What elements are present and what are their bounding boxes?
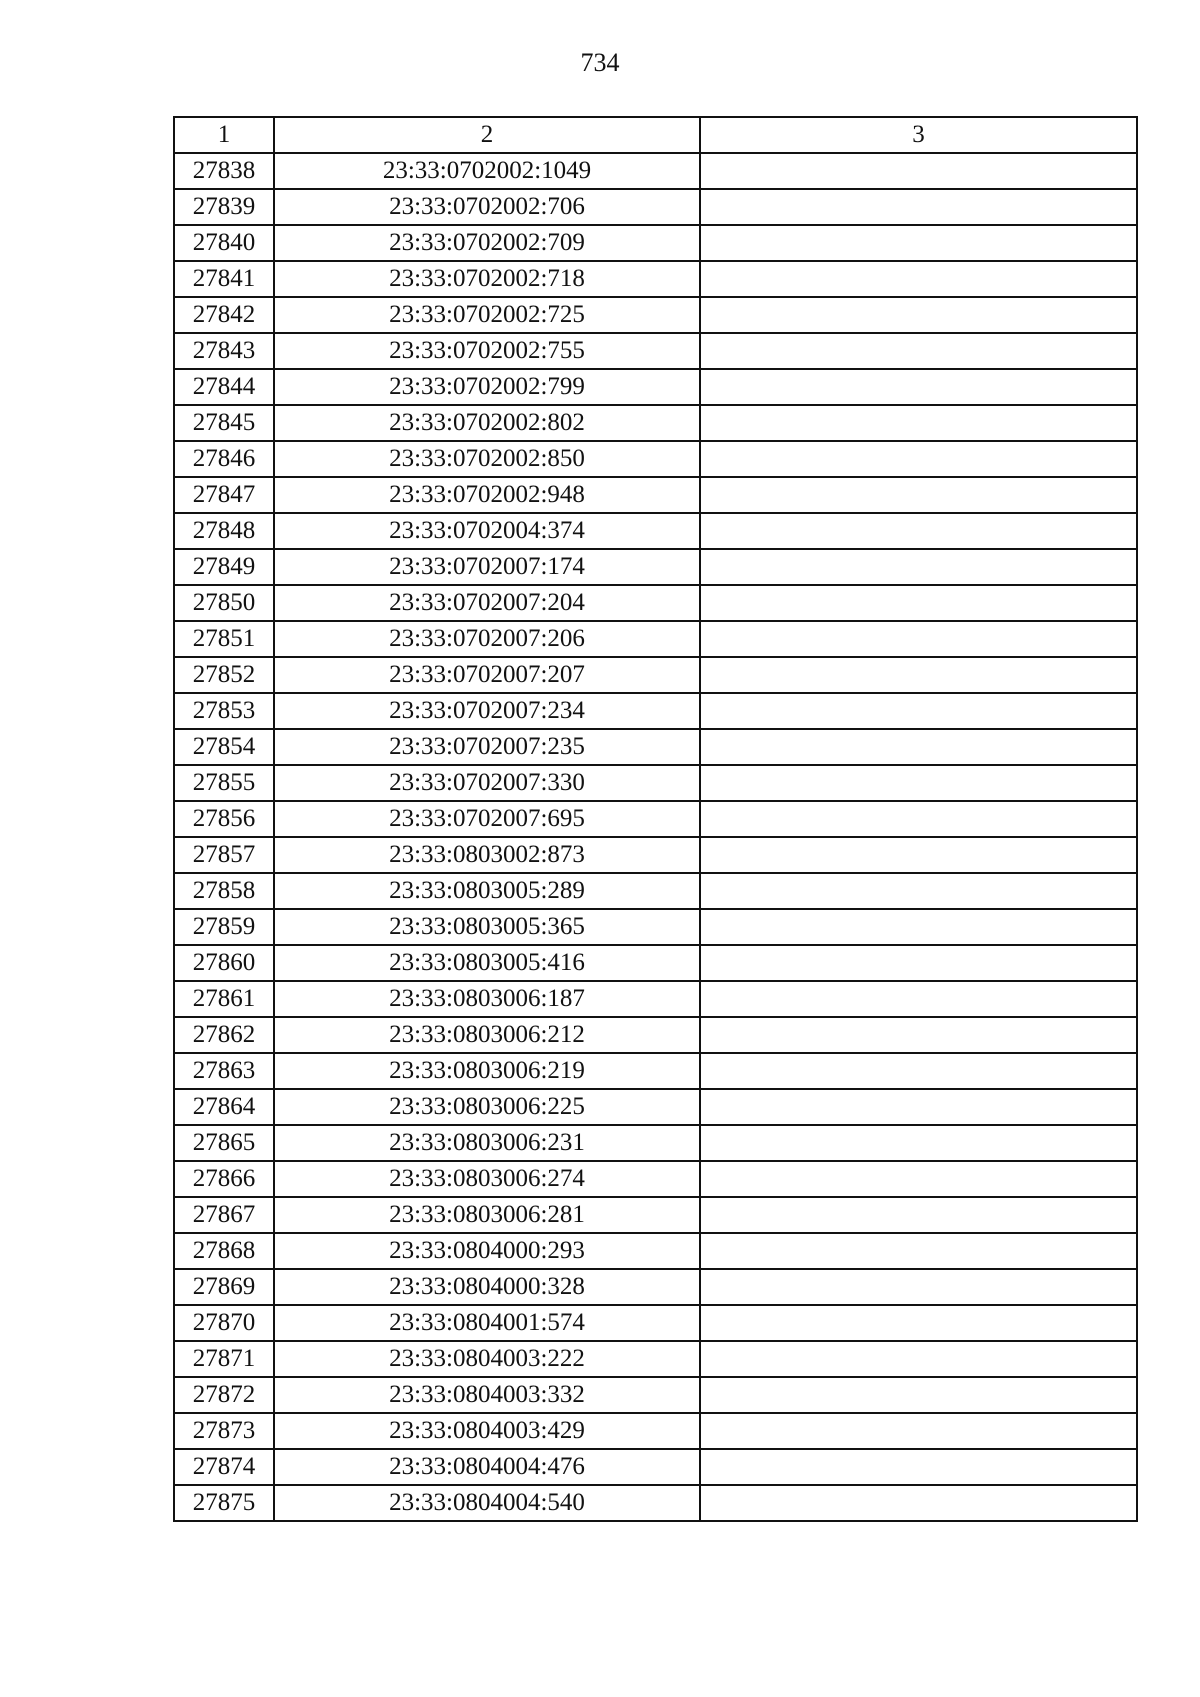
row-number-cell: 27873 — [174, 1413, 274, 1449]
column-header: 1 — [174, 117, 274, 153]
table-row — [174, 765, 1137, 801]
table-row — [174, 1233, 1137, 1269]
table-row — [174, 621, 1137, 657]
cadastral-number-cell: 23:33:0702002:1049 — [274, 153, 700, 189]
row-number-cell: 27855 — [174, 765, 274, 801]
row-number-cell: 27848 — [174, 513, 274, 549]
row-number-cell: 27838 — [174, 153, 274, 189]
table-row — [174, 153, 1137, 189]
table-row — [174, 513, 1137, 549]
cadastral-number-cell: 23:33:0702004:374 — [274, 513, 700, 549]
table-row — [174, 1197, 1137, 1233]
note-cell — [700, 441, 1137, 477]
row-number-cell: 27856 — [174, 801, 274, 837]
note-cell — [700, 549, 1137, 585]
row-number-cell: 27857 — [174, 837, 274, 873]
note-cell — [700, 513, 1137, 549]
cadastral-number-cell: 23:33:0803006:274 — [274, 1161, 700, 1197]
cadastral-number-cell: 23:33:0702002:706 — [274, 189, 700, 225]
table-row — [174, 1017, 1137, 1053]
row-number-cell: 27842 — [174, 297, 274, 333]
row-number-cell: 27863 — [174, 1053, 274, 1089]
cadastral-number-cell: 23:33:0702007:204 — [274, 585, 700, 621]
row-number-cell: 27860 — [174, 945, 274, 981]
row-number-cell: 27866 — [174, 1161, 274, 1197]
row-number-cell: 27867 — [174, 1197, 274, 1233]
cadastral-number-cell: 23:33:0702002:718 — [274, 261, 700, 297]
table-row — [174, 1089, 1137, 1125]
header-row — [174, 117, 1137, 153]
note-cell — [700, 153, 1137, 189]
note-cell — [700, 801, 1137, 837]
table-row — [174, 477, 1137, 513]
note-cell — [700, 585, 1137, 621]
note-cell — [700, 297, 1137, 333]
note-cell — [700, 1413, 1137, 1449]
note-cell — [700, 1377, 1137, 1413]
row-number-cell: 27849 — [174, 549, 274, 585]
row-number-cell: 27850 — [174, 585, 274, 621]
row-number-cell: 27843 — [174, 333, 274, 369]
table-row — [174, 1125, 1137, 1161]
cadastral-number-cell: 23:33:0702002:755 — [274, 333, 700, 369]
table-body — [174, 153, 1137, 1521]
cadastral-number-cell: 23:33:0702007:695 — [274, 801, 700, 837]
row-number-cell: 27872 — [174, 1377, 274, 1413]
note-cell — [700, 621, 1137, 657]
note-cell — [700, 261, 1137, 297]
cadastral-number-cell: 23:33:0803006:225 — [274, 1089, 700, 1125]
row-number-cell: 27864 — [174, 1089, 274, 1125]
cadastral-number-cell: 23:33:0702007:174 — [274, 549, 700, 585]
cadastral-number-cell: 23:33:0803006:281 — [274, 1197, 700, 1233]
cadastral-number-cell: 23:33:0702002:799 — [274, 369, 700, 405]
table-row — [174, 261, 1137, 297]
table-row — [174, 441, 1137, 477]
row-number-cell: 27847 — [174, 477, 274, 513]
cadastral-number-cell: 23:33:0702002:725 — [274, 297, 700, 333]
page-number: 734 — [580, 48, 620, 77]
note-cell — [700, 765, 1137, 801]
cadastral-number-cell: 23:33:0804001:574 — [274, 1305, 700, 1341]
note-cell — [700, 1197, 1137, 1233]
table-row — [174, 369, 1137, 405]
row-number-cell: 27862 — [174, 1017, 274, 1053]
table-row — [174, 693, 1137, 729]
note-cell — [700, 1341, 1137, 1377]
table-row — [174, 1161, 1137, 1197]
table-row — [174, 1485, 1137, 1521]
table-row — [174, 1269, 1137, 1305]
row-number-cell: 27865 — [174, 1125, 274, 1161]
row-number-cell: 27874 — [174, 1449, 274, 1485]
note-cell — [700, 1053, 1137, 1089]
cadastral-number-cell: 23:33:0804004:476 — [274, 1449, 700, 1485]
row-number-cell: 27845 — [174, 405, 274, 441]
row-number-cell: 27868 — [174, 1233, 274, 1269]
row-number-cell: 27871 — [174, 1341, 274, 1377]
note-cell — [700, 405, 1137, 441]
row-number-cell: 27840 — [174, 225, 274, 261]
cadastral-number-cell: 23:33:0803006:231 — [274, 1125, 700, 1161]
cadastral-number-cell: 23:33:0803006:219 — [274, 1053, 700, 1089]
cadastral-number-cell: 23:33:0702007:235 — [274, 729, 700, 765]
note-cell — [700, 1125, 1137, 1161]
table-row — [174, 729, 1137, 765]
table-row — [174, 1305, 1137, 1341]
row-number-cell: 27854 — [174, 729, 274, 765]
note-cell — [700, 909, 1137, 945]
table-row — [174, 1449, 1137, 1485]
cadastral-number-cell: 23:33:0804004:540 — [274, 1485, 700, 1521]
note-cell — [700, 1017, 1137, 1053]
table-row — [174, 405, 1137, 441]
row-number-cell: 27839 — [174, 189, 274, 225]
table-row — [174, 945, 1137, 981]
table-row — [174, 657, 1137, 693]
cadastral-number-cell: 23:33:0804003:429 — [274, 1413, 700, 1449]
cadastral-number-cell: 23:33:0804003:222 — [274, 1341, 700, 1377]
note-cell — [700, 225, 1137, 261]
note-cell — [700, 189, 1137, 225]
table-row — [174, 1341, 1137, 1377]
cadastral-number-cell: 23:33:0702007:206 — [274, 621, 700, 657]
note-cell — [700, 873, 1137, 909]
cadastral-number-cell: 23:33:0702002:850 — [274, 441, 700, 477]
row-number-cell: 27875 — [174, 1485, 274, 1521]
cadastral-number-cell: 23:33:0803002:873 — [274, 837, 700, 873]
note-cell — [700, 1449, 1137, 1485]
row-number-cell: 27853 — [174, 693, 274, 729]
table-row — [174, 225, 1137, 261]
table-row — [174, 333, 1137, 369]
note-cell — [700, 693, 1137, 729]
cadastral-number-cell: 23:33:0702007:234 — [274, 693, 700, 729]
row-number-cell: 27852 — [174, 657, 274, 693]
note-cell — [700, 477, 1137, 513]
row-number-cell: 27858 — [174, 873, 274, 909]
table-row — [174, 1377, 1137, 1413]
note-cell — [700, 837, 1137, 873]
column-header: 3 — [700, 117, 1137, 153]
cadastral-number-cell: 23:33:0702002:948 — [274, 477, 700, 513]
column-header: 2 — [274, 117, 700, 153]
cadastral-number-cell: 23:33:0702002:709 — [274, 225, 700, 261]
note-cell — [700, 333, 1137, 369]
table-row — [174, 1053, 1137, 1089]
table-row — [174, 837, 1137, 873]
table-row — [174, 189, 1137, 225]
note-cell — [700, 729, 1137, 765]
cadastral-number-cell: 23:33:0803005:289 — [274, 873, 700, 909]
cadastral-number-cell: 23:33:0804000:293 — [274, 1233, 700, 1269]
row-number-cell: 27841 — [174, 261, 274, 297]
table-row — [174, 549, 1137, 585]
cadastral-number-cell: 23:33:0803005:365 — [274, 909, 700, 945]
row-number-cell: 27851 — [174, 621, 274, 657]
table-row — [174, 981, 1137, 1017]
cadastral-number-cell: 23:33:0803005:416 — [274, 945, 700, 981]
row-number-cell: 27846 — [174, 441, 274, 477]
row-number-cell: 27870 — [174, 1305, 274, 1341]
note-cell — [700, 1161, 1137, 1197]
row-number-cell: 27844 — [174, 369, 274, 405]
table-row — [174, 585, 1137, 621]
row-number-cell: 27869 — [174, 1269, 274, 1305]
note-cell — [700, 1233, 1137, 1269]
registry-table — [173, 116, 1138, 1522]
table-row — [174, 801, 1137, 837]
row-number-cell: 27859 — [174, 909, 274, 945]
note-cell — [700, 1305, 1137, 1341]
note-cell — [700, 369, 1137, 405]
note-cell — [700, 1269, 1137, 1305]
note-cell — [700, 945, 1137, 981]
row-number-cell: 27861 — [174, 981, 274, 1017]
cadastral-number-cell: 23:33:0702007:207 — [274, 657, 700, 693]
note-cell — [700, 1485, 1137, 1521]
cadastral-number-cell: 23:33:0803006:212 — [274, 1017, 700, 1053]
table-row — [174, 909, 1137, 945]
table-row — [174, 873, 1137, 909]
note-cell — [700, 657, 1137, 693]
note-cell — [700, 981, 1137, 1017]
table-row — [174, 1413, 1137, 1449]
cadastral-number-cell: 23:33:0804003:332 — [274, 1377, 700, 1413]
cadastral-number-cell: 23:33:0803006:187 — [274, 981, 700, 1017]
table-row — [174, 297, 1137, 333]
note-cell — [700, 1089, 1137, 1125]
cadastral-number-cell: 23:33:0804000:328 — [274, 1269, 700, 1305]
cadastral-number-cell: 23:33:0702007:330 — [274, 765, 700, 801]
cadastral-number-cell: 23:33:0702002:802 — [274, 405, 700, 441]
